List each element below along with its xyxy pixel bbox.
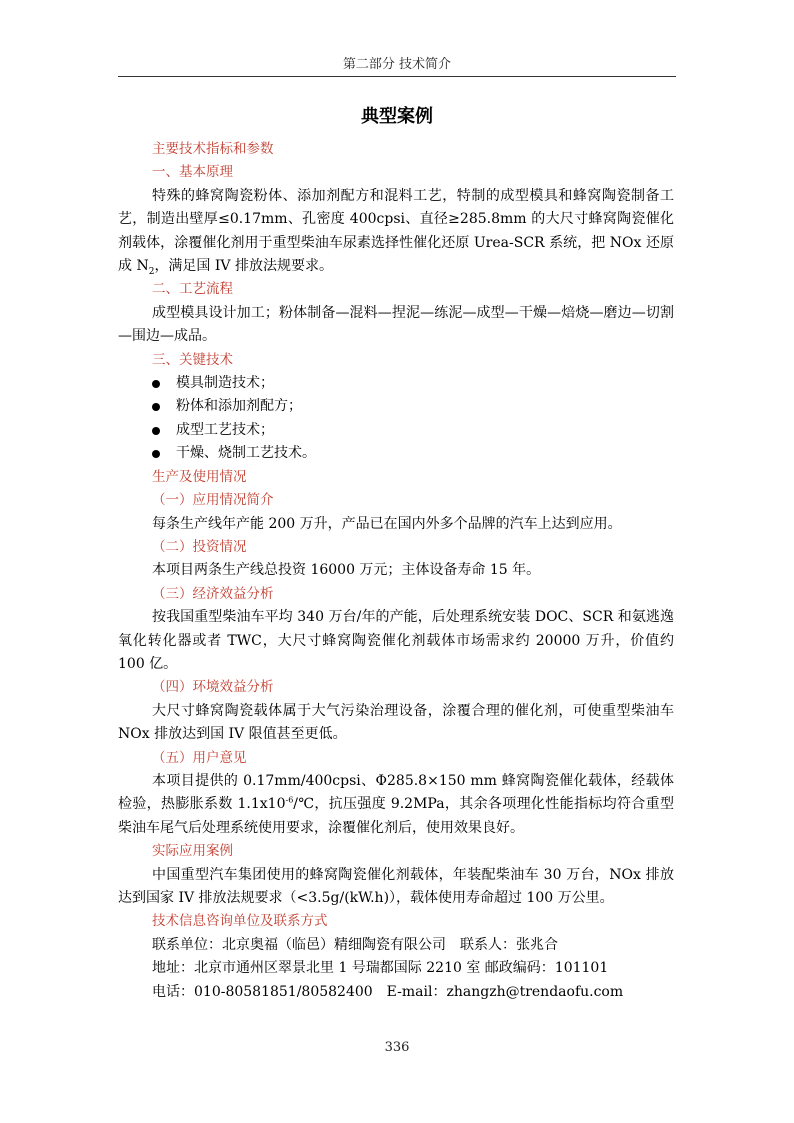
principle-text-a: 特殊的蜂窝陶瓷粉体、添加剂配方和混料工艺，特制的成型模具和蜂窝陶瓷制备工艺，制造出壁厚≤0.17mm、孔密度 400cpsi、直径≥285.8mm 的大尺寸蜂窝陶瓷催化剂载体，涂覆催化剂用于重型柴油车尿素选择性催化还原 Urea-SCR 系统，把 NOx 还原成 N	[118, 187, 674, 275]
heading-key-tech: 三、关键技术	[152, 351, 233, 368]
list-item	[118, 395, 674, 418]
heading-environment: （四）环境效益分析	[152, 679, 274, 696]
contact-address: 地址：北京市通州区翠景北里 1 号瑞都国际 2210 室 邮政编码：101101	[152, 960, 609, 977]
page-number: 336	[384, 1040, 410, 1055]
paragraph-application: 每条生产线年产能 200 万升，产品已在国内外多个品牌的汽车上达到应用。	[152, 515, 622, 532]
heading-usage: 生产及使用情况	[152, 468, 247, 485]
paragraph-principle	[118, 185, 674, 279]
heading-process: 二、工艺流程	[152, 281, 233, 298]
paragraph-process: 成型模具设计加工；粉体制备—混料—捏泥—练泥—成型—干燥—焙烧—磨边—切割—围边—成品。	[118, 304, 674, 345]
page-title: 典型案例	[361, 106, 433, 127]
paragraph-case: 中国重型汽车集团使用的蜂窝陶瓷催化剂载体，年装配柴油车 30 万台，NOx 排放达到国家 IV 排放法规要求（<3.5g/(kW.h)），载体使用寿命超过 100 万公里。	[118, 866, 674, 906]
list-item	[118, 442, 674, 465]
paragraph-economic: 按我国重型柴油车平均 340 万台/年的产能，后处理系统安装 DOC、SCR 和氨逃逸氧化转化器或者 TWC，大尺寸蜂窝陶瓷催化剂载体市场需求约 20000 万升，价值约 100 亿。	[118, 609, 674, 672]
paragraph-investment: 本项目两条生产线总投资 16000 万元；主体设备寿命 15 年。	[152, 562, 541, 579]
bullet-icon	[152, 380, 160, 388]
list-item-text: 成型工艺技术；	[176, 421, 274, 438]
paragraph-user-feedback	[118, 770, 674, 840]
heading-main-tech: 主要技术指标和参数	[152, 141, 274, 157]
user-text-a: 本项目提供的 0.17mm/400cpsi、Φ285.8×150 mm 蜂窝陶瓷催化载体，经载体检验，热膨胀系数 1.1x10	[118, 772, 674, 813]
heading-case: 实际应用案例	[152, 843, 233, 860]
heading-application: （一）应用情况简介	[152, 492, 274, 509]
principle-text-b: ，满足国 IV 排放法规要求。	[154, 258, 333, 275]
heading-contact: 技术信息咨询单位及联系方式	[152, 913, 328, 930]
header-divider	[118, 76, 676, 77]
document-body	[118, 138, 674, 1004]
bullet-icon	[152, 427, 160, 435]
running-header: 第二部分 技术简介	[342, 57, 452, 72]
heading-economic: （三）经济效益分析	[152, 585, 274, 602]
list-item	[118, 372, 674, 395]
list-item	[118, 419, 674, 442]
bullet-icon	[152, 450, 160, 458]
paragraph-environment: 大尺寸蜂窝陶瓷载体属于大气污染治理设备，涂覆合理的催化剂，可使重型柴油车 NOx 排放达到国 IV 限值甚至更低。	[118, 702, 674, 743]
list-item-text: 干燥、烧制工艺技术。	[176, 445, 316, 462]
heading-user-feedback: （五）用户意见	[152, 749, 247, 766]
user-text-b: /℃，抗压强度 9.2MPa，其余各项理化性能指标均符合重型柴油车尾气后处理系统使用要求，涂覆催化剂后，使用效果良好。	[118, 796, 674, 836]
bullet-icon	[152, 403, 160, 411]
heading-principle: 一、基本原理	[152, 164, 233, 181]
principle-subscript: 2	[148, 266, 155, 277]
contact-unit: 联系单位：北京奥福（临邑）精细陶瓷有限公司 联系人：张兆合	[152, 936, 558, 953]
heading-investment: （二）投资情况	[152, 538, 247, 555]
contact-phone: 电话：010-80581851/80582400 E-mail：zhangzh@trendaofu.com	[152, 983, 624, 1000]
list-item-text: 粉体和添加剂配方；	[176, 398, 302, 415]
list-item-text: 模具制造技术；	[176, 375, 274, 392]
user-superscript: -6	[285, 795, 294, 805]
